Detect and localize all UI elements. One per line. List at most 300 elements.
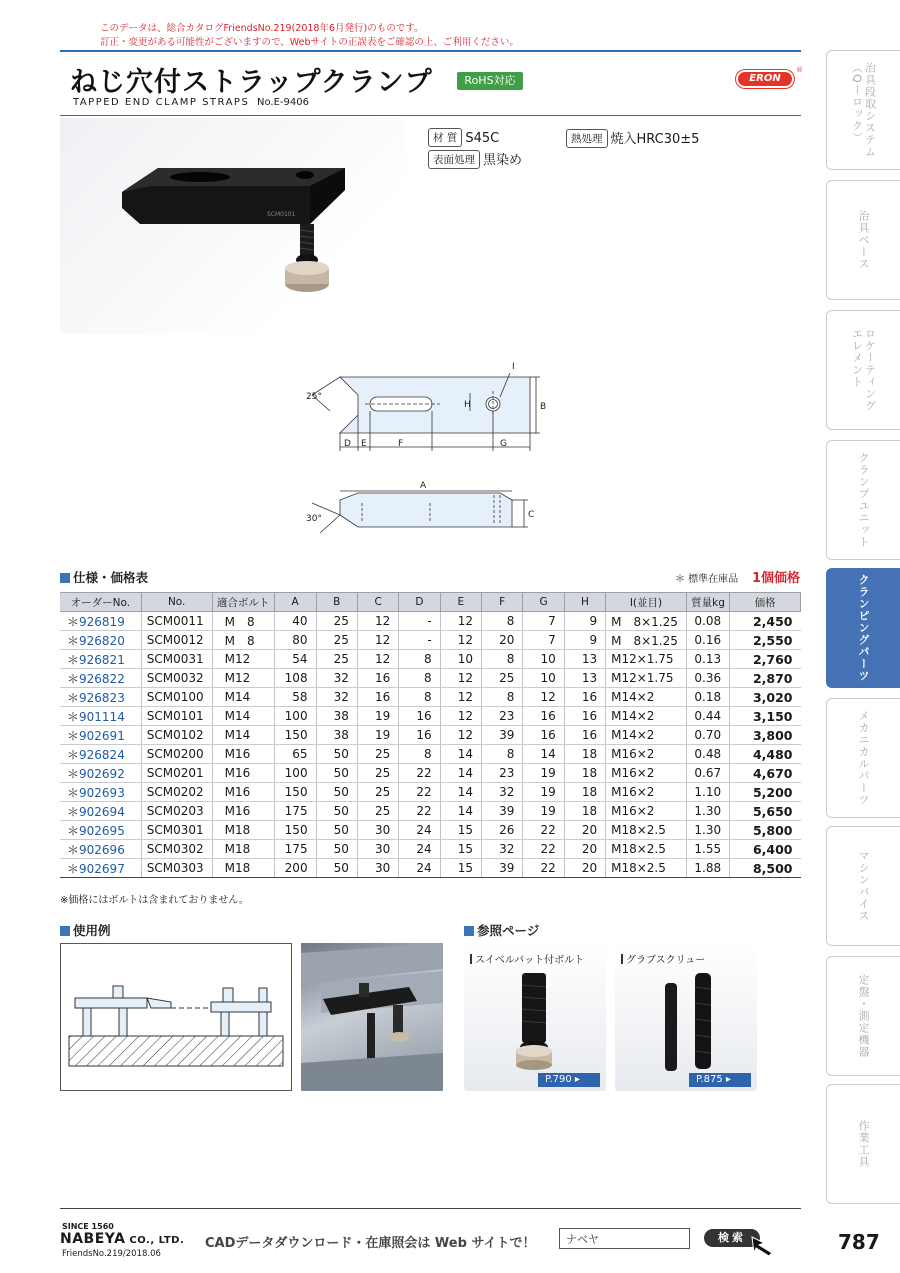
table-cell: 16: [523, 707, 564, 726]
table-cell: 50: [316, 859, 357, 878]
table-cell: 8: [482, 650, 523, 669]
table-cell: 1.30: [686, 802, 729, 821]
table-cell: 65: [274, 745, 316, 764]
column-header: C: [357, 593, 398, 612]
table-cell: 5,650: [730, 802, 801, 821]
order-number-cell: [60, 650, 141, 669]
table-cell: SCM0100: [141, 688, 212, 707]
table-cell: 12: [440, 726, 481, 745]
table-cell: M18×2.5: [606, 821, 687, 840]
table-cell: 22: [523, 840, 564, 859]
table-cell: 19: [523, 802, 564, 821]
order-number-cell: [60, 840, 141, 859]
table-cell: 1.10: [686, 783, 729, 802]
table-cell: 5,200: [730, 783, 801, 802]
column-header: D: [399, 593, 440, 612]
stock-asterisk: ＊: [67, 842, 80, 857]
table-cell: M16×2: [606, 783, 687, 802]
table-cell: 16: [564, 726, 605, 745]
table-cell: 5,800: [730, 821, 801, 840]
table-cell: 0.18: [686, 688, 729, 707]
order-number-cell: [60, 688, 141, 707]
table-cell: 10: [440, 650, 481, 669]
table-cell: 50: [316, 821, 357, 840]
column-header: 適合ボルト: [212, 593, 274, 612]
table-row: [60, 631, 801, 650]
table-cell: 12: [357, 631, 398, 650]
dim-label-c: C: [528, 510, 535, 520]
stock-asterisk: ＊: [67, 614, 80, 629]
stock-asterisk: ＊: [67, 633, 80, 648]
sidebar-tab[interactable]: [826, 1084, 900, 1204]
sidebar-tab-label: 作業工具: [857, 1120, 870, 1168]
order-number: 926820: [79, 633, 125, 648]
table-cell: 20: [564, 821, 605, 840]
company-suffix: CO., LTD.: [125, 1235, 185, 1246]
sidebar-tab-label: クランピングパーツ: [857, 574, 870, 682]
table-cell: 13: [564, 650, 605, 669]
table-cell: 8: [399, 650, 440, 669]
spec-table-heading: [60, 568, 148, 586]
table-cell: M16: [212, 783, 274, 802]
table-cell: M14×2: [606, 707, 687, 726]
angle-30-label: 30°: [306, 514, 322, 524]
reference-swivel-pad-bolt[interactable]: [464, 943, 606, 1091]
table-cell: 25: [316, 612, 357, 631]
dim-label-d: D: [344, 439, 351, 449]
table-cell: 2,550: [730, 631, 801, 650]
column-header: オーダーNo.: [60, 593, 141, 612]
table-cell: 25: [357, 764, 398, 783]
order-number: 926821: [79, 652, 125, 667]
table-cell: -: [399, 612, 440, 631]
stock-asterisk: ＊: [67, 709, 80, 724]
table-cell: 22: [399, 783, 440, 802]
sidebar-tab[interactable]: [826, 956, 900, 1076]
table-cell: 8: [482, 688, 523, 707]
stock-asterisk: ＊: [67, 671, 80, 686]
table-cell: 0.08: [686, 612, 729, 631]
table-cell: 20: [564, 859, 605, 878]
table-cell: M16: [212, 745, 274, 764]
reference-heading: [464, 921, 539, 939]
dim-label-f: F: [398, 439, 404, 449]
notice-line: 訂正・変更がある可能性がございますので、Webサイトの正誤表をご確認の上、ご利用ください。: [100, 37, 519, 48]
table-cell: M 8×1.25: [606, 631, 687, 650]
column-header: E: [440, 593, 481, 612]
sidebar-tab-label: マシンバイス: [857, 850, 870, 922]
table-cell: 9: [564, 612, 605, 631]
section-square-icon: [60, 926, 70, 936]
table-cell: 12: [440, 707, 481, 726]
table-cell: 9: [564, 631, 605, 650]
section-square-icon: [60, 573, 70, 583]
table-cell: SCM0012: [141, 631, 212, 650]
column-header: H: [564, 593, 605, 612]
table-cell: 24: [399, 821, 440, 840]
table-row: [60, 821, 801, 840]
table-cell: 32: [482, 783, 523, 802]
footer-rule: [60, 1208, 801, 1209]
table-cell: 80: [274, 631, 316, 650]
table-cell: SCM0101: [141, 707, 212, 726]
table-cell: 38: [316, 726, 357, 745]
stock-asterisk: ＊: [67, 728, 80, 743]
reference-caption: グラブスクリュー: [621, 951, 705, 966]
page-title: ねじ穴付ストラップクランプ: [70, 67, 433, 98]
table-cell: 32: [316, 688, 357, 707]
table-cell: 25: [357, 745, 398, 764]
table-cell: M16×2: [606, 764, 687, 783]
table-cell: 25: [482, 669, 523, 688]
table-row: [60, 840, 801, 859]
order-number-cell: [60, 707, 141, 726]
table-cell: SCM0011: [141, 612, 212, 631]
order-number-cell: [60, 783, 141, 802]
usage-heading: [60, 921, 111, 939]
table-cell: 16: [357, 688, 398, 707]
material-spec: [428, 128, 499, 147]
sidebar-tab[interactable]: [826, 310, 900, 430]
table-cell: 20: [564, 840, 605, 859]
stock-asterisk: ＊: [67, 747, 80, 762]
table-cell: 108: [274, 669, 316, 688]
table-cell: 0.70: [686, 726, 729, 745]
table-cell: 23: [482, 707, 523, 726]
table-cell: 12: [357, 650, 398, 669]
table-cell: M 8×1.25: [606, 612, 687, 631]
order-number: 902697: [79, 861, 125, 876]
table-cell: 8: [482, 612, 523, 631]
table-cell: 24: [399, 840, 440, 859]
table-cell: 54: [274, 650, 316, 669]
table-cell: SCM0032: [141, 669, 212, 688]
reference-grub-screw[interactable]: [615, 943, 757, 1091]
search-button[interactable]: 検索: [704, 1229, 760, 1247]
table-row: [60, 669, 801, 688]
stock-asterisk: ＊: [67, 861, 80, 876]
table-note: ※価格にはボルトは含まれておりません。: [60, 895, 249, 906]
stock-note: ＊ 標準在庫品: [675, 574, 739, 585]
order-number-cell: [60, 612, 141, 631]
order-number: 926824: [79, 747, 125, 762]
page-number: 787: [838, 1230, 880, 1254]
catalog-number: No.E-9406: [257, 97, 309, 108]
heat-treatment-spec: [566, 128, 699, 148]
table-cell: 20: [482, 631, 523, 650]
swivel-bolt-image: [464, 943, 606, 1091]
table-cell: 0.16: [686, 631, 729, 650]
subtitle-rule: [60, 115, 801, 116]
column-header: 価格: [730, 593, 801, 612]
table-cell: 15: [440, 821, 481, 840]
table-row: [60, 688, 801, 707]
sidebar-tab-label: クランプユニット: [857, 452, 870, 548]
heat-treatment-label: 熱処理: [566, 129, 608, 148]
table-row: [60, 783, 801, 802]
column-header: 質量kg: [686, 593, 729, 612]
order-number: 902696: [79, 842, 125, 857]
order-number: 902695: [79, 823, 125, 838]
table-cell: 19: [357, 707, 398, 726]
order-number: 926823: [79, 690, 125, 705]
reference-page-link[interactable]: P.875 ▸: [689, 1073, 751, 1087]
table-cell: SCM0200: [141, 745, 212, 764]
table-cell: M18: [212, 840, 274, 859]
table-cell: 8: [482, 745, 523, 764]
table-cell: M16×2: [606, 802, 687, 821]
surface-treatment-value: 黒染め: [483, 153, 523, 168]
table-cell: 15: [440, 859, 481, 878]
table-cell: 3,150: [730, 707, 801, 726]
table-cell: 24: [399, 859, 440, 878]
reference-page-link[interactable]: P.790 ▸: [538, 1073, 600, 1087]
dim-label-b: B: [540, 402, 547, 412]
table-cell: 26: [482, 821, 523, 840]
table-cell: 14: [440, 745, 481, 764]
since-label: SINCE 1560: [62, 1222, 114, 1231]
stock-asterisk: ＊: [67, 804, 80, 819]
table-cell: 32: [316, 669, 357, 688]
table-cell: M18: [212, 821, 274, 840]
stock-asterisk: ＊: [67, 690, 80, 705]
surface-treatment-spec: [428, 149, 522, 169]
sidebar-tab[interactable]: [826, 698, 900, 818]
table-cell: 10: [523, 669, 564, 688]
usage-photo-image: [301, 943, 443, 1091]
dim-label-a: A: [420, 481, 427, 491]
table-cell: 3,020: [730, 688, 801, 707]
stock-asterisk: ＊: [67, 785, 80, 800]
table-cell: -: [399, 631, 440, 650]
sidebar-tab[interactable]: [826, 50, 900, 170]
table-cell: SCM0201: [141, 764, 212, 783]
table-cell: 18: [564, 783, 605, 802]
table-cell: 30: [357, 821, 398, 840]
column-header: I(並目): [606, 593, 687, 612]
order-number: 902692: [79, 766, 125, 781]
table-cell: 150: [274, 821, 316, 840]
table-cell: 13: [564, 669, 605, 688]
registered-mark: ®: [796, 66, 803, 74]
table-cell: M14×2: [606, 726, 687, 745]
table-cell: 6,400: [730, 840, 801, 859]
price-note: 1個価格: [752, 571, 801, 586]
table-cell: 18: [564, 764, 605, 783]
sidebar-tab-label: 定盤・測定機器: [857, 974, 870, 1058]
table-cell: 175: [274, 840, 316, 859]
table-cell: 23: [482, 764, 523, 783]
table-cell: 30: [357, 840, 398, 859]
table-cell: 7: [523, 612, 564, 631]
order-number-cell: [60, 821, 141, 840]
order-number: 926819: [79, 614, 125, 629]
usage-diagram: [60, 943, 292, 1091]
table-cell: 50: [316, 840, 357, 859]
cad-download-text: CADデータダウンロード・在庫照会は Web サイトで！: [205, 1236, 536, 1251]
catalog-edition: FriendsNo.219/2018.06: [62, 1249, 161, 1259]
table-cell: 7: [523, 631, 564, 650]
order-number: 902693: [79, 785, 125, 800]
table-cell: 38: [316, 707, 357, 726]
table-cell: M12: [212, 650, 274, 669]
clamp-strap-image: [60, 118, 405, 334]
order-number-cell: [60, 802, 141, 821]
table-cell: 2,760: [730, 650, 801, 669]
sidebar-tab[interactable]: [826, 826, 900, 946]
table-cell: 50: [316, 764, 357, 783]
table-cell: 3,800: [730, 726, 801, 745]
table-cell: 25: [357, 802, 398, 821]
cursor-arrow-icon: [750, 1235, 784, 1257]
table-cell: 22: [399, 802, 440, 821]
table-cell: 14: [440, 802, 481, 821]
dim-label-g: G: [500, 439, 507, 449]
dim-label-e: E: [361, 439, 367, 449]
sidebar-tab[interactable]: [826, 440, 900, 560]
table-cell: 50: [316, 802, 357, 821]
table-cell: 25: [316, 650, 357, 669]
table-cell: 0.48: [686, 745, 729, 764]
table-row: [60, 650, 801, 669]
strap-engraving: SCM0101: [267, 211, 296, 218]
reference-title: 参照ページ: [477, 923, 540, 938]
table-cell: 12: [357, 612, 398, 631]
table-cell: 16: [523, 726, 564, 745]
table-row: [60, 802, 801, 821]
table-cell: 16: [357, 669, 398, 688]
table-cell: 8,500: [730, 859, 801, 878]
table-row: [60, 612, 801, 631]
table-header-row: [60, 593, 801, 612]
table-row: [60, 707, 801, 726]
table-cell: M18: [212, 859, 274, 878]
sidebar-tab[interactable]: [826, 568, 900, 688]
order-number: 902694: [79, 804, 125, 819]
table-cell: SCM0102: [141, 726, 212, 745]
dim-label-i: I: [512, 362, 515, 372]
order-number: 902691: [79, 728, 125, 743]
heat-treatment-value: 焼入HRC30±5: [610, 132, 700, 147]
table-cell: SCM0203: [141, 802, 212, 821]
table-cell: 8: [399, 745, 440, 764]
table-row: [60, 859, 801, 878]
order-number-cell: [60, 745, 141, 764]
table-cell: M14: [212, 707, 274, 726]
table-cell: 58: [274, 688, 316, 707]
table-cell: 1.88: [686, 859, 729, 878]
table-cell: M14: [212, 726, 274, 745]
table-cell: 1.30: [686, 821, 729, 840]
table-cell: M 8: [212, 631, 274, 650]
table-cell: 1.55: [686, 840, 729, 859]
table-cell: M12: [212, 669, 274, 688]
sidebar-tab[interactable]: [826, 180, 900, 300]
sidebar-tab-label: メカニカルパーツ: [857, 710, 870, 806]
table-cell: 0.44: [686, 707, 729, 726]
table-cell: M18×2.5: [606, 840, 687, 859]
angle-25-label: 25°: [306, 392, 322, 402]
table-cell: 22: [523, 859, 564, 878]
column-header: G: [523, 593, 564, 612]
dimension-drawing: [300, 355, 560, 555]
table-cell: M12×1.75: [606, 650, 687, 669]
table-cell: 32: [482, 840, 523, 859]
table-cell: SCM0301: [141, 821, 212, 840]
table-cell: 14: [440, 764, 481, 783]
stock-asterisk: ＊: [67, 823, 80, 838]
table-cell: 16: [564, 688, 605, 707]
table-cell: 25: [316, 631, 357, 650]
table-cell: 25: [357, 783, 398, 802]
column-header: B: [316, 593, 357, 612]
table-cell: 175: [274, 802, 316, 821]
product-subtitle: TAPPED END CLAMP STRAPS: [73, 97, 250, 108]
column-header: A: [274, 593, 316, 612]
order-number-cell: [60, 631, 141, 650]
table-cell: M14×2: [606, 688, 687, 707]
sidebar-tab-label: 治具段取システム （Qーロック）: [850, 62, 877, 158]
company-logo: [60, 1231, 184, 1247]
table-row: [60, 764, 801, 783]
table-cell: 39: [482, 802, 523, 821]
table-cell: 2,450: [730, 612, 801, 631]
table-cell: 100: [274, 764, 316, 783]
table-cell: 16: [399, 726, 440, 745]
table-cell: 10: [523, 650, 564, 669]
table-cell: 18: [564, 802, 605, 821]
table-cell: M14: [212, 688, 274, 707]
table-cell: M16: [212, 802, 274, 821]
order-number-cell: [60, 726, 141, 745]
table-cell: 8: [399, 688, 440, 707]
catalog-notice: [100, 22, 519, 50]
table-cell: 16: [564, 707, 605, 726]
table-cell: 200: [274, 859, 316, 878]
table-cell: 19: [357, 726, 398, 745]
material-value: S45C: [465, 131, 500, 146]
usage-drawing: [61, 944, 291, 1090]
usage-photo: [301, 943, 443, 1091]
table-cell: 15: [440, 840, 481, 859]
table-cell: M 8: [212, 612, 274, 631]
section-square-icon: [464, 926, 474, 936]
search-input[interactable]: [559, 1228, 690, 1249]
order-number-cell: [60, 669, 141, 688]
table-cell: SCM0031: [141, 650, 212, 669]
table-cell: 0.36: [686, 669, 729, 688]
table-cell: 30: [357, 859, 398, 878]
table-cell: 2,870: [730, 669, 801, 688]
table-cell: 19: [523, 764, 564, 783]
reference-caption: スイベルパット付ボルト: [470, 951, 584, 966]
table-cell: 12: [440, 612, 481, 631]
grub-screw-image: [615, 943, 757, 1091]
spec-table-title: 仕様・価格表: [73, 570, 149, 585]
surface-treatment-label: 表面処理: [428, 150, 480, 169]
usage-title: 使用例: [73, 923, 111, 938]
table-cell: SCM0202: [141, 783, 212, 802]
sidebar-tab-label: ロケーティング エレメント: [850, 328, 877, 412]
table-cell: 50: [316, 783, 357, 802]
stock-asterisk: ＊: [67, 766, 80, 781]
table-cell: 39: [482, 859, 523, 878]
order-number-cell: [60, 859, 141, 878]
spec-price-table: [60, 592, 801, 878]
dim-label-h: H: [464, 400, 471, 410]
product-photo: [60, 118, 405, 334]
table-cell: M16×2: [606, 745, 687, 764]
